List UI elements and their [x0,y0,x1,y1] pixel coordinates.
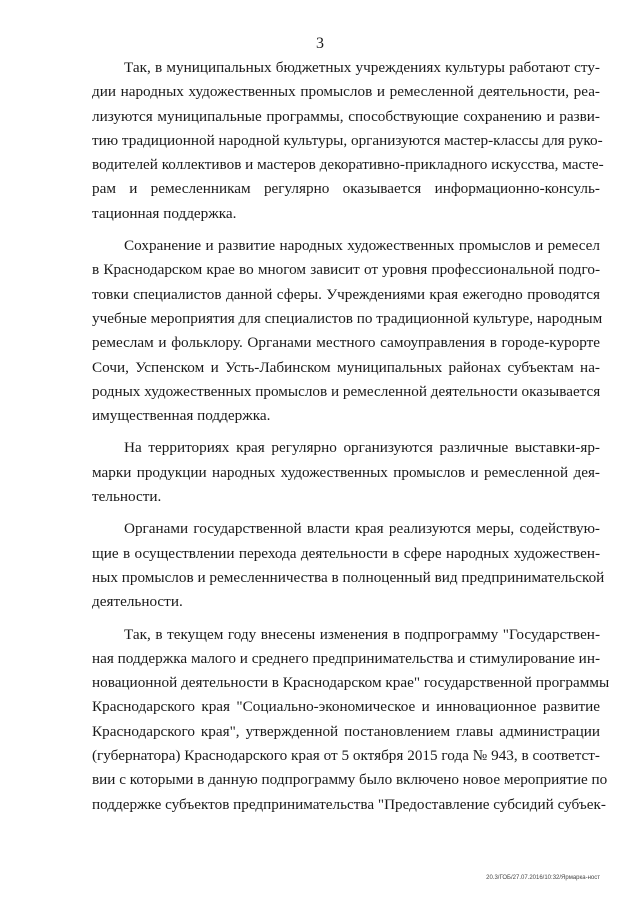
paragraph [92,234,603,428]
text-line: Краснодарского края", утвержденной постановлением главы администрации [92,722,600,740]
text-line: лизуются муниципальные программы, способствующие сохранению и разви- [92,107,600,125]
page-number: 3 [316,35,324,52]
text-line: товки специалистов данной сферы. Учреждениями края ежегодно проводятся [92,285,600,303]
text-line: ных промыслов и ремесленничества в полноценный вид предпринимательской [92,568,605,586]
text-line: учебные мероприятия для специалистов по традиционной культуре, народным [92,309,603,327]
text-line: имущественная поддержка. [92,407,271,425]
text-line: Сохранение и развитие народных художественных промыслов и ремесел [124,237,600,255]
paragraph [92,623,610,817]
text-line: тельности. [92,488,162,506]
document-body [92,56,610,817]
text-line: ремеслам и фольклору. Органами местного самоуправления в городе-курорте [92,334,600,352]
text-line: рам и ремесленникам регулярно оказывается информационно-консуль- [92,180,600,198]
footer-document-code: 20.3/ГОБ/27.07.2016/10:32/Ярмарка-ност [486,875,600,881]
text-line: тационная поддержка. [92,204,237,222]
text-line: марки продукции народных художественных промыслов и ремесленной дея- [92,463,600,481]
text-line: (губернатора) Краснодарского края от 5 октября 2015 года № 943, в соответст- [92,747,600,765]
text-line: новационной деятельности в Краснодарском крае" государственной программы [92,674,610,692]
text-line: родных художественных промыслов и ремесленной деятельности оказывается [92,382,601,400]
paragraph [92,56,604,226]
text-line: Сочи, Успенском и Усть-Лабинском муниципальных районах субъектам на- [92,358,600,376]
text-line: Краснодарского края "Социально-экономическое и инновационное развитие [92,698,600,716]
text-line: Органами государственной власти края реализуются меры, содействую- [124,520,600,538]
text-line: тию традиционной народной культуры, организуются мастер-классы для руко- [92,131,603,149]
text-line: дии народных художественных промыслов и ремесленной деятельности, реа- [92,83,600,101]
text-line: вии с которыми в данную подпрограмму было включено новое мероприятие по [92,771,608,789]
text-line: водителей коллективов и мастеров декоративно-прикладного искусства, масте- [92,156,604,174]
text-line: щие в осуществлении перехода деятельности в сфере народных художествен- [92,544,600,562]
text-line: в Краснодарском крае во многом зависит от уровня профессиональной подго- [92,261,600,279]
text-line: ная поддержка малого и среднего предпринимательства и стимулирование ин- [92,649,600,667]
text-line: Так, в муниципальных бюджетных учреждениях культуры работают сту- [124,59,600,76]
text-line: Так, в текущем году внесены изменения в подпрограмму "Государствен- [124,625,600,643]
paragraph [92,517,605,614]
text-line: деятельности. [92,593,183,611]
text-line: На территориях края регулярно организуются различные выставки-яр- [124,439,600,457]
text-line: поддержке субъектов предпринимательства "Предоставление субсидий субъек- [92,795,606,813]
paragraph [92,436,600,509]
